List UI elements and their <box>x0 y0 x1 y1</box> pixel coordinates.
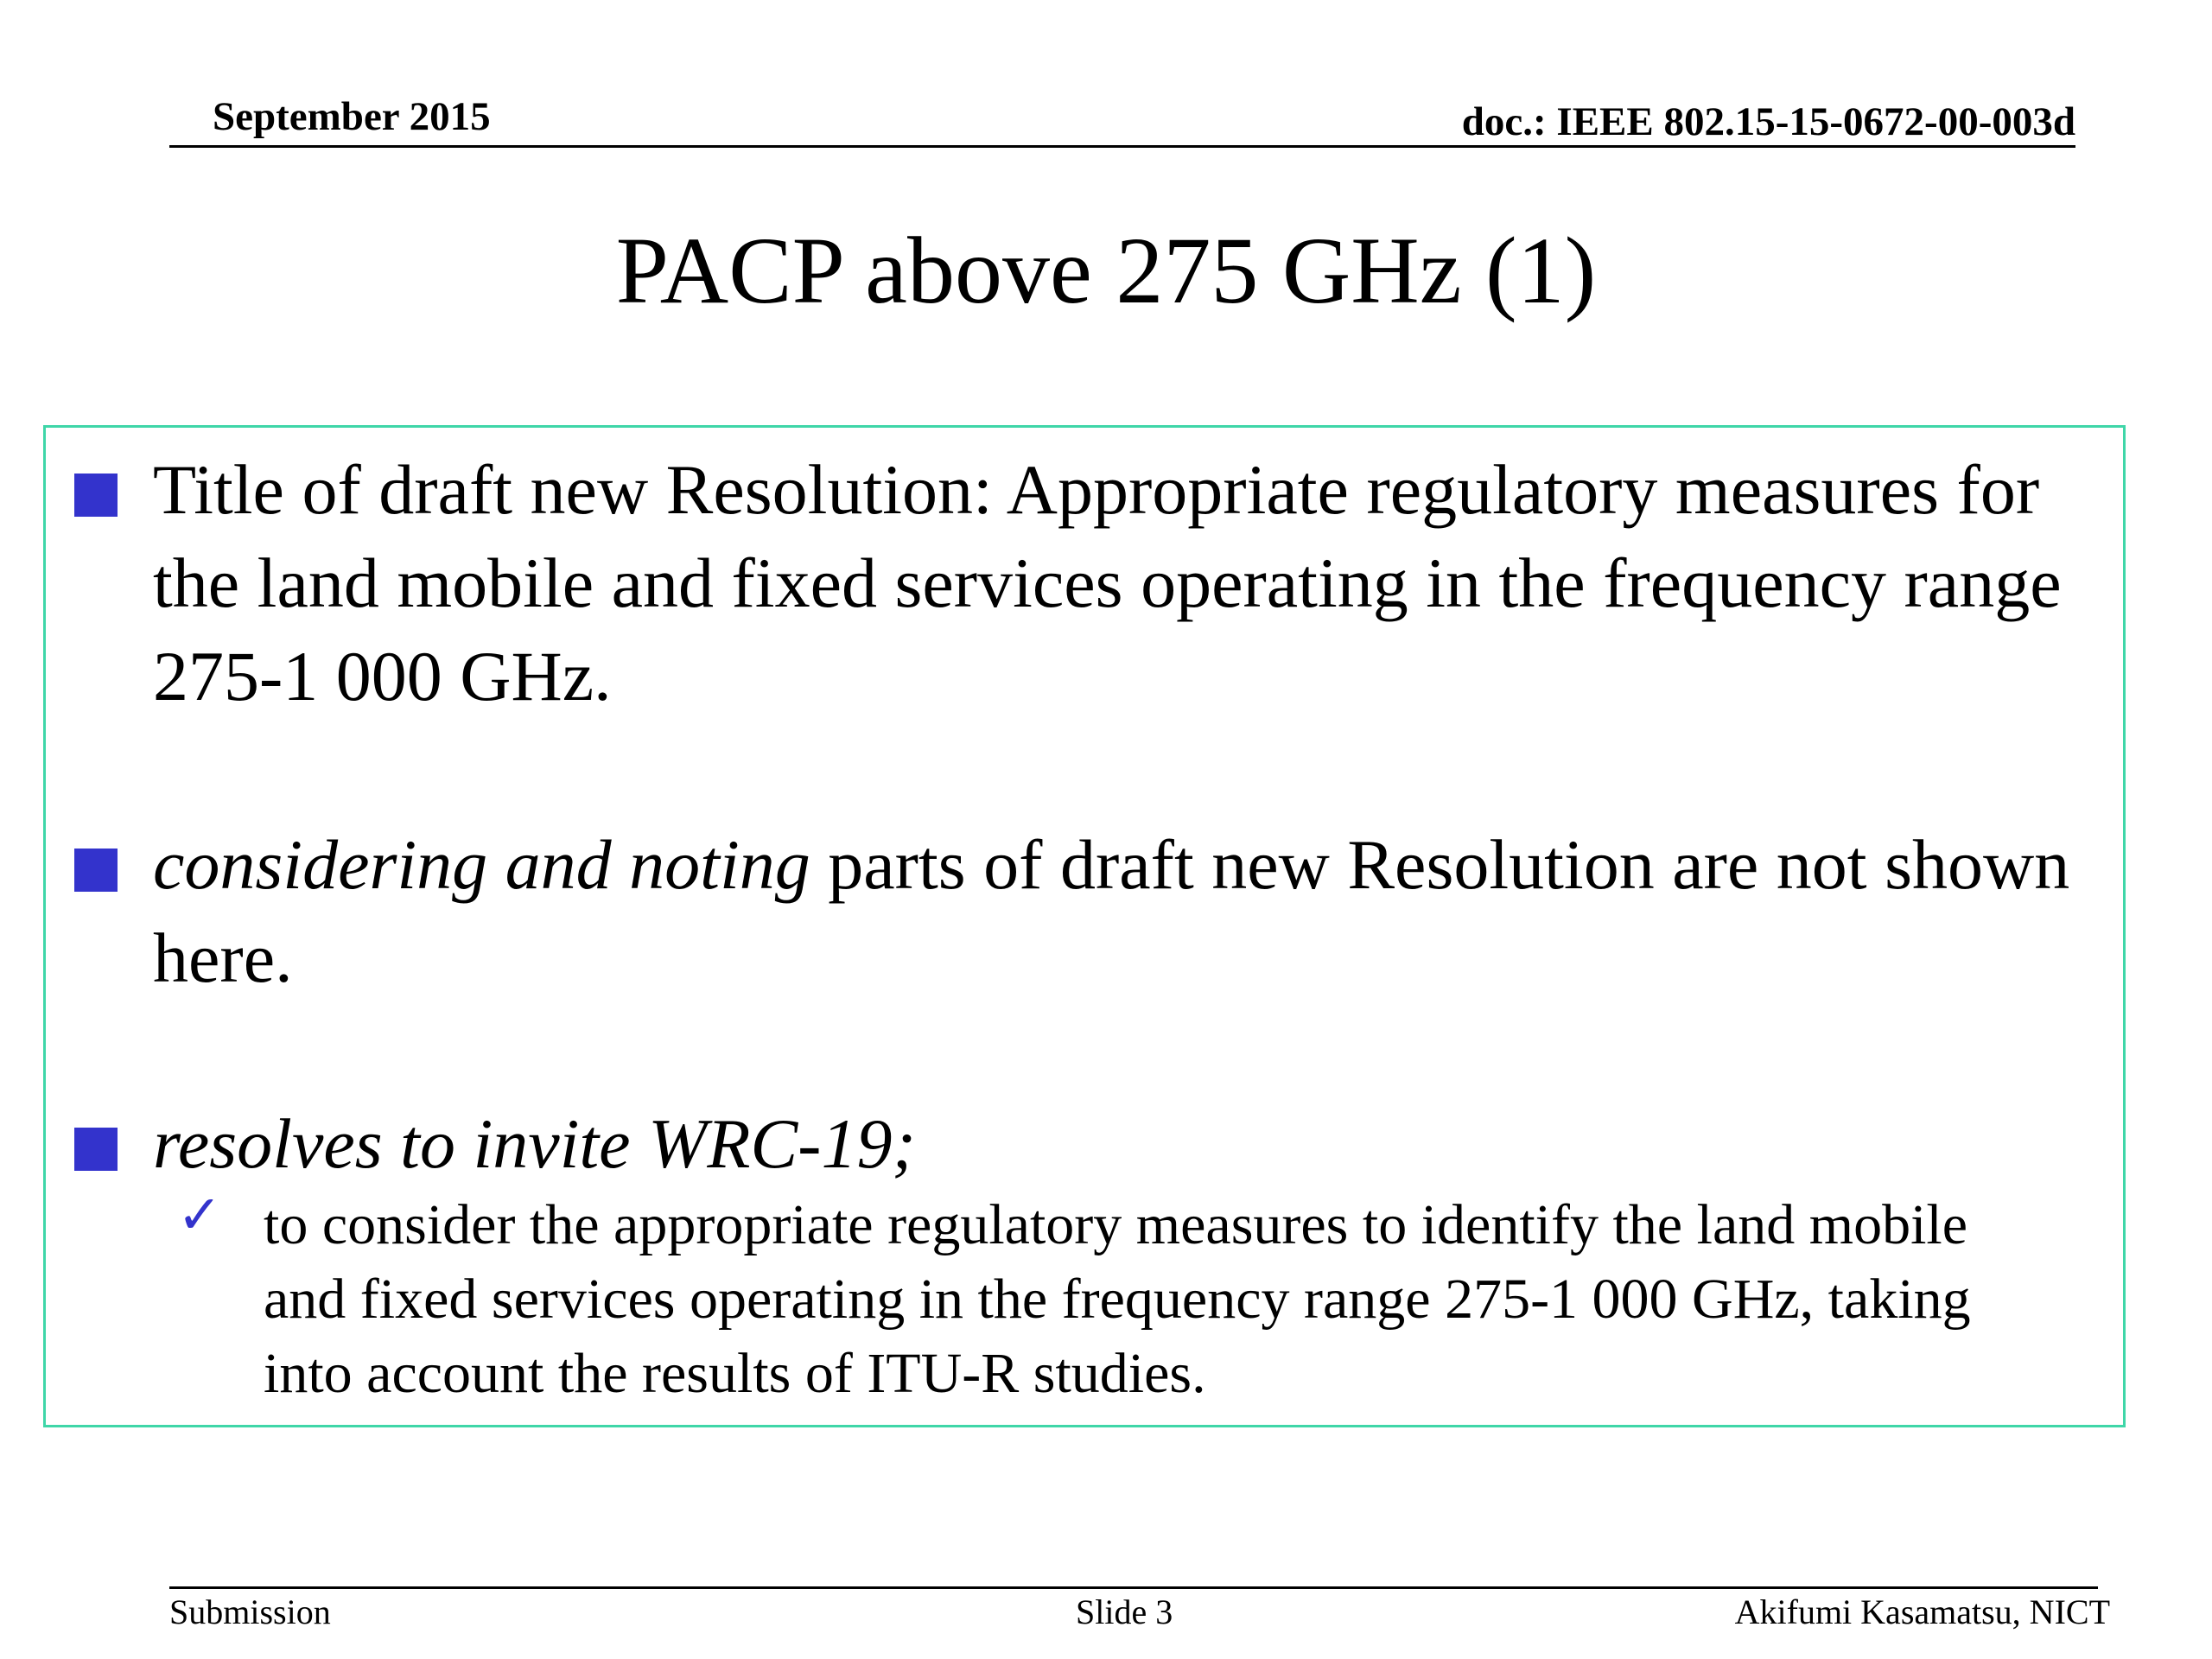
bullet-plain-text: parts of draft new Resolution are not shown here. <box>153 825 2070 997</box>
slide-title: PACP above 275 GHz (1) <box>615 218 1597 323</box>
header-doc-id: doc.: IEEE 802.15-15-0672-00-003d <box>1461 99 2075 144</box>
bullet-text: Title of draft new Resolution: Appropriate regulatory measures for the land mobile and fixed services operating in the frequency range 275-1 000 GHz. <box>153 450 2062 715</box>
bullet-italic-text: resolves to invite WRC-19; <box>153 1104 916 1183</box>
square-bullet-icon <box>74 474 118 517</box>
square-bullet-icon <box>74 1128 118 1171</box>
footer-slide-number: Slide 3 <box>1076 1592 1173 1631</box>
header-date: September 2015 <box>213 94 491 139</box>
footer-author: Akifumi Kasamatsu, NICT <box>1734 1592 2110 1631</box>
square-bullet-icon <box>74 849 118 892</box>
bullet-text <box>153 1097 2080 1191</box>
header-divider <box>169 145 2075 148</box>
footer-divider <box>169 1586 2098 1589</box>
content-box <box>43 425 2126 1427</box>
sub-bullet-text: to consider the appropriate regulatory measures to identify the land mobile and fixed services operating in the frequency range 275-1 000 GHz, taking into account the results of ITU-R studies. <box>264 1193 1971 1405</box>
bullet-text <box>153 818 2080 1005</box>
footer-submission: Submission <box>169 1592 331 1631</box>
checkmark-icon: ✓ <box>177 1183 222 1246</box>
bullet-italic-text: considering and noting <box>153 825 810 904</box>
